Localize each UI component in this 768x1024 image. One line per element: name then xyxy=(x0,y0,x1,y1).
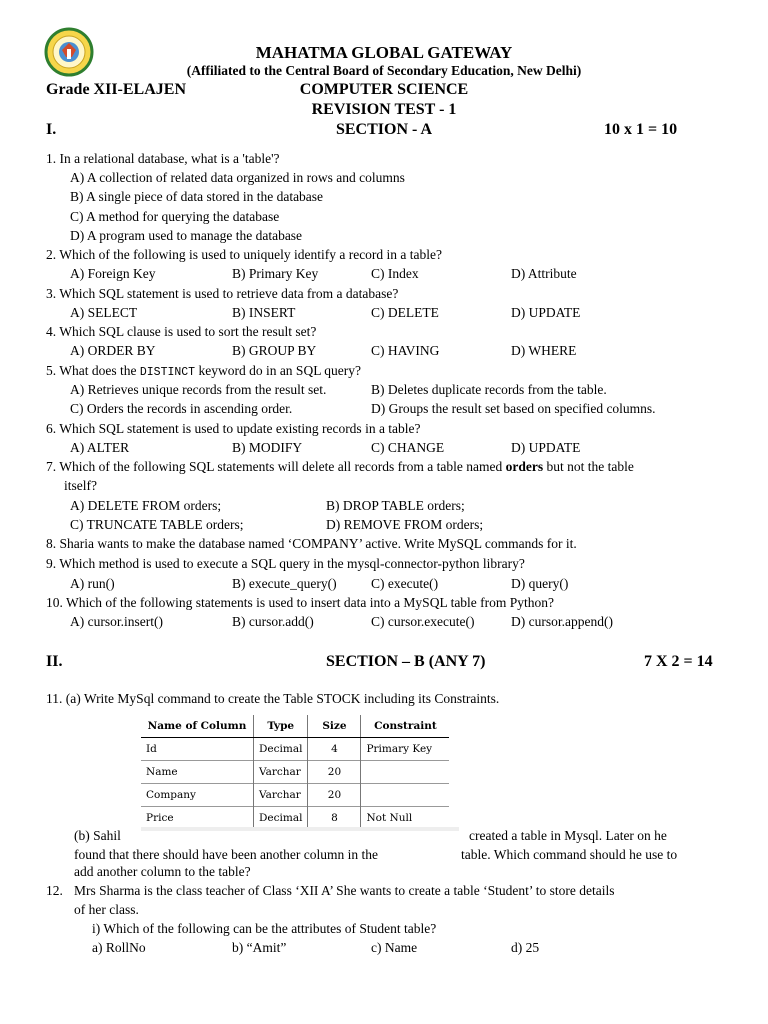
question-1: 1. In a relational database, what is a 'table'? xyxy=(46,151,280,166)
question-6: 6. Which SQL statement is used to update existing records in a table? xyxy=(46,421,421,436)
q5-text-pre: 5. What does the xyxy=(46,363,140,378)
cell-type: Decimal xyxy=(254,738,308,761)
section-b-marks: 7 X 2 = 14 xyxy=(644,653,713,670)
test-title: REVISION TEST - 1 xyxy=(311,101,457,118)
header-size: Size xyxy=(308,715,361,738)
q12-option-b: b) “Amit” xyxy=(232,940,287,955)
q7-continuation: itself? xyxy=(64,478,97,493)
cell-column: Company xyxy=(141,784,254,807)
question-7 xyxy=(46,459,634,475)
q4-option-d: D) WHERE xyxy=(511,343,577,358)
grade: Grade XII-ELAJEN xyxy=(46,81,187,98)
question-9: 9. Which method is used to execute a SQL query in the mysql-connector-python library? xyxy=(46,556,525,571)
q9-option-b: B) execute_query() xyxy=(232,576,337,591)
question-5 xyxy=(46,363,361,381)
question-8: 8. Sharia wants to make the database named ‘COMPANY’ active. Write MySQL commands for it. xyxy=(46,536,577,551)
cell-column: Price xyxy=(141,807,254,830)
cell-size: 20 xyxy=(308,784,361,807)
question-11a: 11. (a) Write MySql command to create the Table STOCK including its Constraints. xyxy=(46,691,500,706)
q2-option-d: D) Attribute xyxy=(511,266,577,281)
question-2: 2. Which of the following is used to uniquely identify a record in a table? xyxy=(46,247,443,262)
cell-size: 20 xyxy=(308,761,361,784)
q9-option-d: D) query() xyxy=(511,576,569,591)
q12-option-d: d) 25 xyxy=(511,940,540,955)
cell-column: Name xyxy=(141,761,254,784)
question-11b-start: (b) Sahil xyxy=(74,828,121,843)
cell-column: Id xyxy=(141,738,254,761)
q7-option-a: A) DELETE FROM orders; xyxy=(70,498,222,513)
question-12-number: 12. xyxy=(46,883,63,898)
question-12-line2: of her class. xyxy=(74,902,139,917)
q5-option-c: C) Orders the records in ascending order. xyxy=(70,401,293,416)
q7-option-d: D) REMOVE FROM orders; xyxy=(326,517,484,532)
section-b-roman: II. xyxy=(46,653,63,670)
q2-option-c: C) Index xyxy=(371,266,419,281)
q3-option-a: A) SELECT xyxy=(70,305,138,320)
question-10: 10. Which of the following statements is used to insert data into a MySQL table from Python? xyxy=(46,595,555,610)
table-row xyxy=(141,784,449,807)
question-4: 4. Which SQL clause is used to sort the result set? xyxy=(46,324,317,339)
q6-option-a: A) ALTER xyxy=(70,440,130,455)
cell-constraint: Not Null xyxy=(361,807,450,830)
q1-option-a: A) A collection of related data organized in rows and columns xyxy=(70,170,405,185)
cell-type: Decimal xyxy=(254,807,308,830)
subject: COMPUTER SCIENCE xyxy=(299,81,469,98)
affiliation: (Affiliated to the Central Board of Secondary Education, New Delhi) xyxy=(186,63,582,78)
q3-option-c: C) DELETE xyxy=(371,305,439,320)
q7-text-post: but not the table xyxy=(543,459,634,474)
q12-option-c: c) Name xyxy=(371,940,418,955)
q1-option-c: C) A method for querying the database xyxy=(70,209,280,224)
q9-option-a: A) run() xyxy=(70,576,115,591)
question-11b-line2-right: table. Which command should he use to xyxy=(461,847,678,862)
cell-constraint xyxy=(361,784,450,807)
cell-type: Varchar xyxy=(254,784,308,807)
q5-option-a: A) Retrieves unique records from the result set. xyxy=(70,382,327,397)
q10-option-d: D) cursor.append() xyxy=(511,614,613,629)
q3-option-b: B) INSERT xyxy=(232,305,296,320)
q6-option-d: D) UPDATE xyxy=(511,440,581,455)
header-name-of-column: Name of Column xyxy=(141,715,254,738)
section-a-roman: I. xyxy=(46,121,57,138)
q9-option-c: C) execute() xyxy=(371,576,439,591)
question-11b-line2-left: found that there should have been another column in the xyxy=(74,847,379,862)
q7-text-pre: 7. Which of the following SQL statements will delete all records from a table named xyxy=(46,459,506,474)
q4-option-a: A) ORDER BY xyxy=(70,343,156,358)
question-11b-end: created a table in Mysql. Later on he xyxy=(469,828,667,843)
q6-option-c: C) CHANGE xyxy=(371,440,445,455)
q5-option-b: B) Deletes duplicate records from the table. xyxy=(371,382,607,397)
header-type: Type xyxy=(254,715,308,738)
q5-text-post: keyword do in an SQL query? xyxy=(195,363,362,378)
stock-table-header xyxy=(141,715,449,738)
q7-option-c: C) TRUNCATE TABLE orders; xyxy=(70,517,244,532)
question-12-sub-i: i) Which of the following can be the attributes of Student table? xyxy=(92,921,437,936)
q5-option-d: D) Groups the result set based on specified columns. xyxy=(371,401,656,416)
cell-type: Varchar xyxy=(254,761,308,784)
cell-size: 8 xyxy=(308,807,361,830)
question-3: 3. Which SQL statement is used to retrieve data from a database? xyxy=(46,286,399,301)
q12-option-a: a) RollNo xyxy=(92,940,146,955)
q1-option-b: B) A single piece of data stored in the database xyxy=(70,189,324,204)
stock-table xyxy=(141,715,449,830)
q2-option-a: A) Foreign Key xyxy=(70,266,156,281)
q7-table-name: orders xyxy=(505,459,544,474)
q4-option-c: C) HAVING xyxy=(371,343,440,358)
q5-keyword: DISTINCT xyxy=(139,366,196,379)
q10-option-a: A) cursor.insert() xyxy=(70,614,163,629)
cell-size: 4 xyxy=(308,738,361,761)
header-constraint: Constraint xyxy=(361,715,450,738)
section-a-title: SECTION - A xyxy=(335,121,433,138)
q7-option-b: B) DROP TABLE orders; xyxy=(326,498,465,513)
q1-option-d: D) A program used to manage the database xyxy=(70,228,303,243)
table-row xyxy=(141,738,449,761)
q6-option-b: B) MODIFY xyxy=(232,440,303,455)
table-row xyxy=(141,761,449,784)
q10-option-b: B) cursor.add() xyxy=(232,614,314,629)
question-12-line1: Mrs Sharma is the class teacher of Class ‘XII A’ She wants to create a table ‘Student’ to store details xyxy=(74,883,615,898)
question-11b-line3: add another column to the table? xyxy=(74,864,251,879)
q2-option-b: B) Primary Key xyxy=(232,266,319,281)
cell-constraint xyxy=(361,761,450,784)
cell-constraint: Primary Key xyxy=(361,738,450,761)
table-scan-gap xyxy=(141,827,459,831)
section-b-title: SECTION – B (ANY 7) xyxy=(326,653,486,670)
q3-option-d: D) UPDATE xyxy=(511,305,581,320)
section-a-marks: 10 x 1 = 10 xyxy=(604,121,678,138)
q10-option-c: C) cursor.execute() xyxy=(371,614,475,629)
q4-option-b: B) GROUP BY xyxy=(232,343,317,358)
school-name: MAHATMA GLOBAL GATEWAY xyxy=(255,43,513,62)
